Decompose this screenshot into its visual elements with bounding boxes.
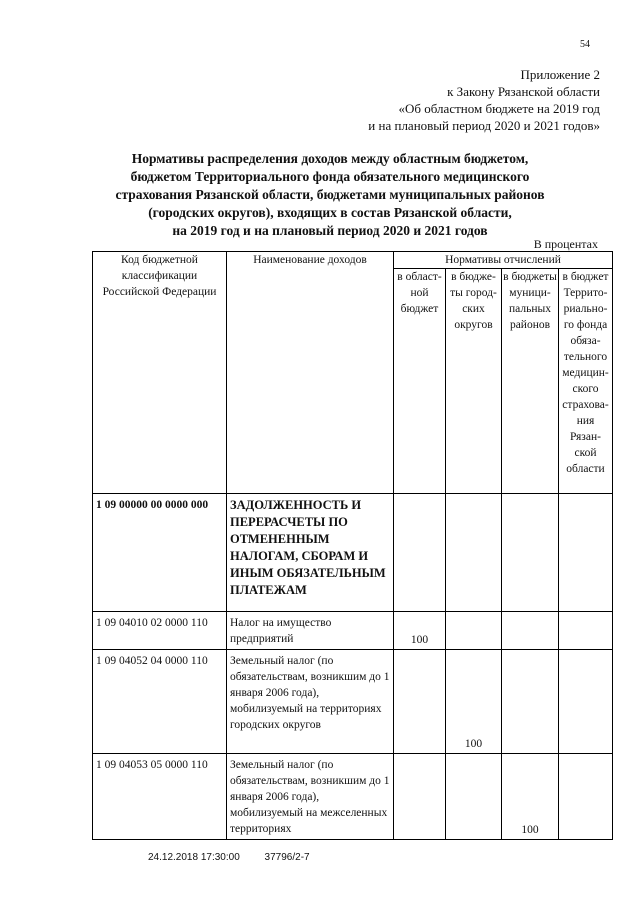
- header-name: Наименование доходов: [227, 252, 394, 494]
- row-tfoms-value: [559, 494, 613, 612]
- row-tfoms-value: [559, 754, 613, 840]
- row-name: Налог на имущество предприятий: [227, 612, 394, 650]
- title-line-5: на 2019 год и на плановый период 2020 и 2021 годов: [172, 223, 488, 238]
- appendix-line-4: и на плановый период 2020 и 2021 годов»: [368, 118, 600, 133]
- row-code: 1 09 00000 00 0000 000: [93, 494, 227, 612]
- row-code: 1 09 04052 04 0000 110: [93, 650, 227, 754]
- row-regional-value: 100: [394, 612, 446, 650]
- row-city-value: 100: [446, 650, 502, 754]
- table-row: [93, 650, 613, 754]
- row-municipal-value: [502, 494, 559, 612]
- row-name: ЗАДОЛЖЕННОСТЬ И ПЕРЕРАСЧЕТЫ ПО ОТМЕНЕННЫМ НАЛОГАМ, СБОРАМ И ИНЫМ ОБЯЗАТЕЛЬНЫМ ПЛАТЕЖАМ: [227, 494, 394, 612]
- header-code: Код бюджетной классификации Российской Федерации: [93, 252, 227, 494]
- header-regional-budget: в област- ной бюджет: [394, 269, 446, 494]
- row-tfoms-value: [559, 612, 613, 650]
- row-municipal-value: [502, 650, 559, 754]
- footer-datetime: 24.12.2018 17:30:00: [148, 852, 240, 863]
- row-city-value: [446, 754, 502, 840]
- appendix-line-1: Приложение 2: [520, 67, 600, 82]
- footer-doc-id: 37796/2-7: [264, 852, 310, 863]
- table-row: [93, 612, 613, 650]
- row-regional-value: [394, 754, 446, 840]
- row-municipal-value: [502, 612, 559, 650]
- row-name: Земельный налог (по обязательствам, возникшим до 1 января 2006 года), мобилизуемый на территориях городских округов: [227, 650, 394, 754]
- header-city-budgets: в бюдже- ты город- ских округов: [446, 269, 502, 494]
- header-tfoms-budget: в бюджет Террито- риально- го фонда обяза- тельного медицин- ского страхова- ния Рязан- ской области: [559, 269, 613, 494]
- row-code: 1 09 04010 02 0000 110: [93, 612, 227, 650]
- appendix-line-3: «Об областном бюджете на 2019 год: [398, 101, 600, 116]
- title-line-4: (городских округов), входящих в состав Рязанской области,: [148, 205, 512, 220]
- table-row: [93, 494, 613, 612]
- row-city-value: [446, 612, 502, 650]
- units-label: В процентах: [533, 237, 598, 251]
- row-name: Земельный налог (по обязательствам, возникшим до 1 января 2006 года), мобилизуемый на межселенных территориях: [227, 754, 394, 840]
- appendix-line-2: к Закону Рязанской области: [447, 84, 600, 99]
- title-line-2: бюджетом Территориального фонда обязательного медицинского: [130, 169, 530, 184]
- header-norms-group: Нормативы отчислений: [394, 252, 613, 269]
- norms-table: [92, 251, 613, 840]
- row-tfoms-value: [559, 650, 613, 754]
- row-regional-value: [394, 494, 446, 612]
- title-line-3: страхования Рязанской области, бюджетами муниципальных районов: [115, 187, 545, 202]
- page-number: 54: [580, 39, 590, 50]
- row-city-value: [446, 494, 502, 612]
- header-municipal-budgets: в бюджеты муници- пальных районов: [502, 269, 559, 494]
- document-title: [60, 150, 600, 240]
- row-code: 1 09 04053 05 0000 110: [93, 754, 227, 840]
- title-line-1: Нормативы распределения доходов между областным бюджетом,: [131, 151, 529, 166]
- table-row: [93, 754, 613, 840]
- row-municipal-value: 100: [502, 754, 559, 840]
- appendix-block: [200, 66, 600, 134]
- footer: [148, 852, 332, 863]
- row-regional-value: [394, 650, 446, 754]
